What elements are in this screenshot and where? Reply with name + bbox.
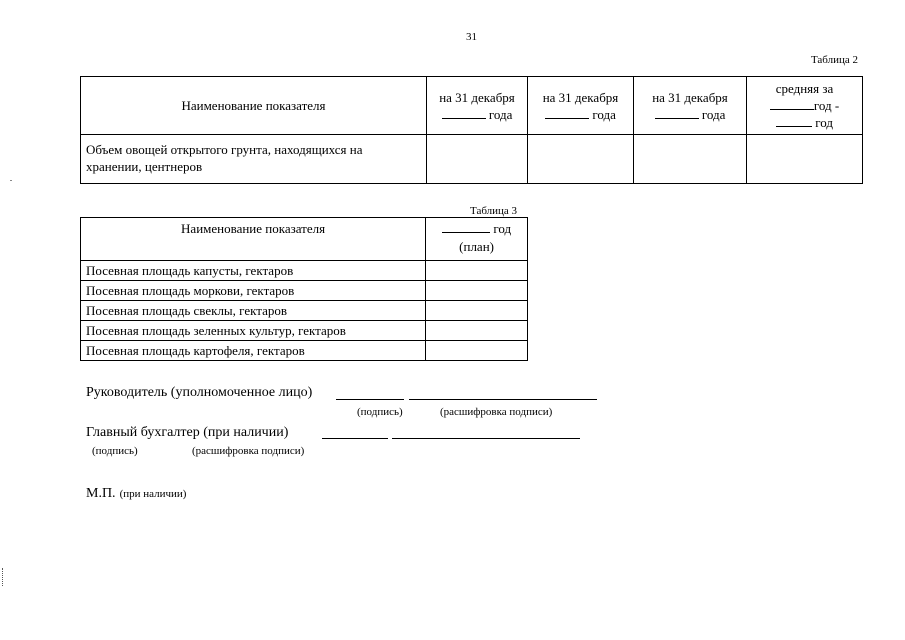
accountant-signature-line [322,438,388,439]
table3-header-row [81,218,528,261]
table-row [81,321,528,341]
head-label: Руководитель (уполномоченное лицо) [86,385,313,400]
table3-row-label: Посевная площадь свеклы, гектаров [81,301,426,321]
table2-header-col4-line1: средняя за [775,81,834,96]
table2-cell [747,135,863,184]
table3 [80,217,528,361]
table3-header-col1-line2: (план) [459,239,494,254]
stamp-note: (при наличии) [119,488,187,500]
table3-cell [426,261,528,281]
table-row [81,261,528,281]
table3-cell [426,341,528,361]
table2-row-label [81,135,427,184]
scan-artifact [10,180,12,181]
blank-year-line [442,220,490,233]
accountant-decode-caption: (расшифровка подписи) [192,445,305,457]
table3-cell [426,301,528,321]
blank-year-line [770,97,814,110]
table2 [80,76,863,184]
table2-header-name: Наименование показателя [81,77,427,135]
table2-header-col4-line2: год - [813,98,840,113]
head-signature-line [336,399,404,400]
stamp-place [86,484,186,502]
table3-row-label: Посевная площадь капусты, гектаров [81,261,426,281]
table2-header-col2 [528,77,634,135]
table2-cell [528,135,634,184]
table-row [81,135,863,184]
table2-header-col4-line3: год [815,115,833,130]
blank-year-line [655,106,699,119]
accountant-decode-line [392,438,580,439]
table2-header-col3 [634,77,747,135]
blank-year-line [545,106,589,119]
table3-row-label: Посевная площадь зеленных культур, гектаров [81,321,426,341]
table2-header-col2-line2: года [592,106,616,122]
table2-header-row [81,77,863,135]
table3-header-name: Наименование показателя [81,218,426,261]
table2-header-col4 [747,77,863,135]
table2-header-col2-line1: на 31 декабря [542,89,619,105]
table3-header-col1-line1: год [493,221,512,236]
stamp-label: М.П. [86,486,116,501]
scan-artifact [2,568,6,586]
table-row [81,281,528,301]
blank-year-line [776,114,812,127]
table-row [81,341,528,361]
table2-header-col1-line2: года [488,106,513,122]
head-sign-caption: (подпись) [357,406,403,418]
table2-header-col3-line1: на 31 декабря [652,89,728,105]
table2-row-label-line1: Объем овощей открытого грунта, находящихся на [86,142,363,157]
head-decode-caption: (расшифровка подписи) [440,406,553,418]
page-number: 31 [466,31,477,43]
table2-header-col1-line1: на 31 декабря [439,89,515,105]
blank-year-line [442,106,486,119]
table2-cell [634,135,747,184]
head-decode-line [409,399,597,400]
table2-cell [427,135,528,184]
table2-row-label-line2: хранении, центнеров [86,159,203,174]
accountant-sign-caption: (подпись) [92,445,138,457]
table2-caption: Таблица 2 [810,54,858,66]
accountant-label: Главный бухгалтер (при наличии) [86,425,289,440]
table3-header-col1 [426,218,528,261]
table3-cell [426,281,528,301]
table2-header-col1 [427,77,528,135]
table2-header-col3-line2: года [701,106,726,122]
table3-caption: Таблица 3 [470,205,518,217]
table3-row-label: Посевная площадь моркови, гектаров [81,281,426,301]
table3-cell [426,321,528,341]
table3-row-label: Посевная площадь картофеля, гектаров [81,341,426,361]
table-row [81,301,528,321]
